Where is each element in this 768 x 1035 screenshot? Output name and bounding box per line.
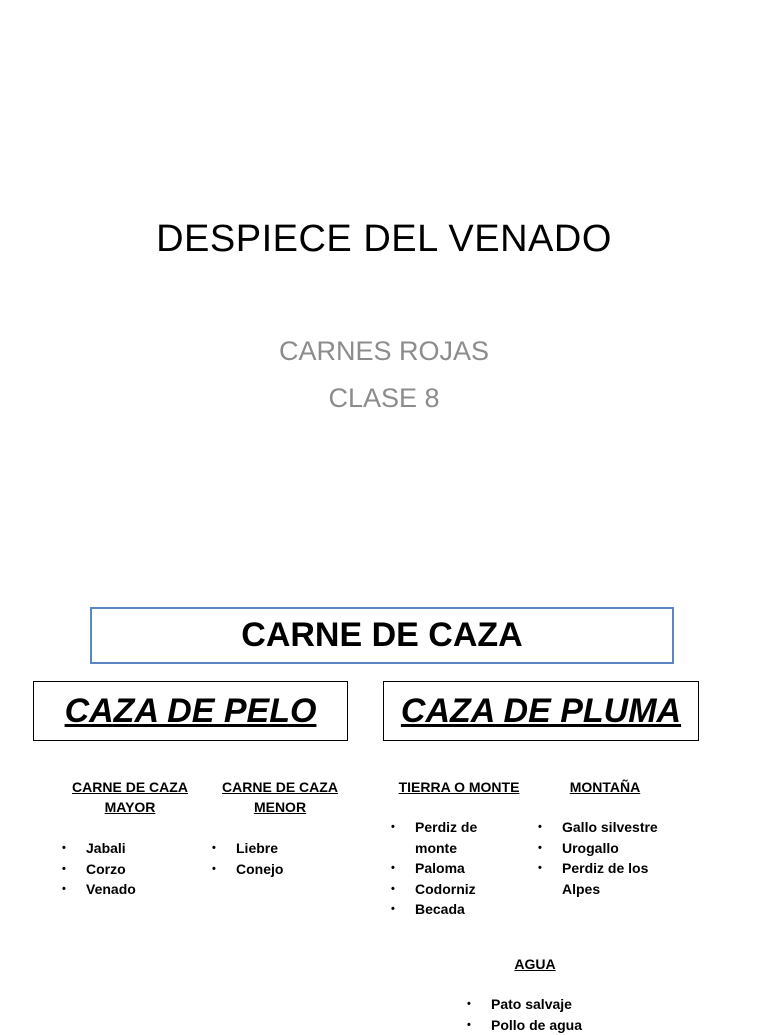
list-item-label: Pato salvaje <box>491 996 572 1012</box>
bullet-icon: • <box>391 879 395 900</box>
carne-de-caza-heading: CARNE DE CAZA <box>90 607 674 664</box>
menor-heading-line2: MENOR <box>205 797 355 817</box>
list-item-label: Urogallo <box>562 840 619 856</box>
menor-column-heading <box>205 777 355 817</box>
list-item <box>212 859 342 880</box>
bullet-icon: • <box>62 879 66 900</box>
list-item <box>391 858 511 879</box>
bullet-icon: • <box>538 838 542 859</box>
list-item-label: Paloma <box>415 860 465 876</box>
tierra-list <box>391 817 511 920</box>
bullet-icon: • <box>391 858 395 879</box>
slide-subtitle-line1: CARNES ROJAS <box>0 336 768 367</box>
content-slide <box>0 576 768 1024</box>
mayor-heading-line1: CARNE DE CAZA <box>55 777 205 797</box>
bullet-icon: • <box>391 899 395 920</box>
list-item <box>467 994 617 1015</box>
tierra-column-heading: TIERRA O MONTE <box>384 777 534 797</box>
caza-de-pelo-box: CAZA DE PELO <box>33 681 348 741</box>
list-item-label: Perdiz de monte <box>415 819 477 856</box>
list-item <box>391 817 511 858</box>
menor-list <box>212 838 342 879</box>
slide-subtitle-line2: CLASE 8 <box>0 383 768 414</box>
agua-column-heading: AGUA <box>460 954 610 974</box>
list-item <box>62 838 192 859</box>
list-item <box>62 859 192 880</box>
list-item-label: Becada <box>415 901 465 917</box>
mayor-column-heading <box>55 777 205 817</box>
montana-list <box>538 817 673 899</box>
mayor-heading-line2: MAYOR <box>55 797 205 817</box>
caza-de-pluma-box: CAZA DE PLUMA <box>383 681 699 741</box>
list-item-label: Conejo <box>236 861 283 877</box>
mayor-list <box>62 838 192 900</box>
agua-list <box>467 994 617 1035</box>
slide-title: DESPIECE DEL VENADO <box>0 218 768 261</box>
list-item-label: Corzo <box>86 861 126 877</box>
bullet-icon: • <box>467 994 471 1015</box>
bullet-icon: • <box>62 838 66 859</box>
bullet-icon: • <box>212 859 216 880</box>
list-item-label: Venado <box>86 881 136 897</box>
list-item <box>212 838 342 859</box>
list-item <box>62 879 192 900</box>
bullet-icon: • <box>62 859 66 880</box>
menor-heading-line1: CARNE DE CAZA <box>205 777 355 797</box>
bullet-icon: • <box>391 817 395 838</box>
list-item <box>538 817 673 838</box>
bullet-icon: • <box>538 817 542 838</box>
list-item-label: Perdiz de los Alpes <box>562 860 648 897</box>
list-item-label: Codorniz <box>415 881 476 897</box>
list-item <box>538 838 673 859</box>
list-item <box>391 899 511 920</box>
list-item <box>467 1015 617 1035</box>
list-item <box>538 858 673 899</box>
list-item-label: Pollo de agua <box>491 1017 582 1033</box>
montana-column-heading: MONTAÑA <box>530 777 680 797</box>
list-item-label: Gallo silvestre <box>562 819 658 835</box>
bullet-icon: • <box>467 1015 471 1035</box>
bullet-icon: • <box>212 838 216 859</box>
bullet-icon: • <box>538 858 542 879</box>
list-item-label: Jabali <box>86 840 126 856</box>
list-item <box>391 879 511 900</box>
list-item-label: Liebre <box>236 840 278 856</box>
